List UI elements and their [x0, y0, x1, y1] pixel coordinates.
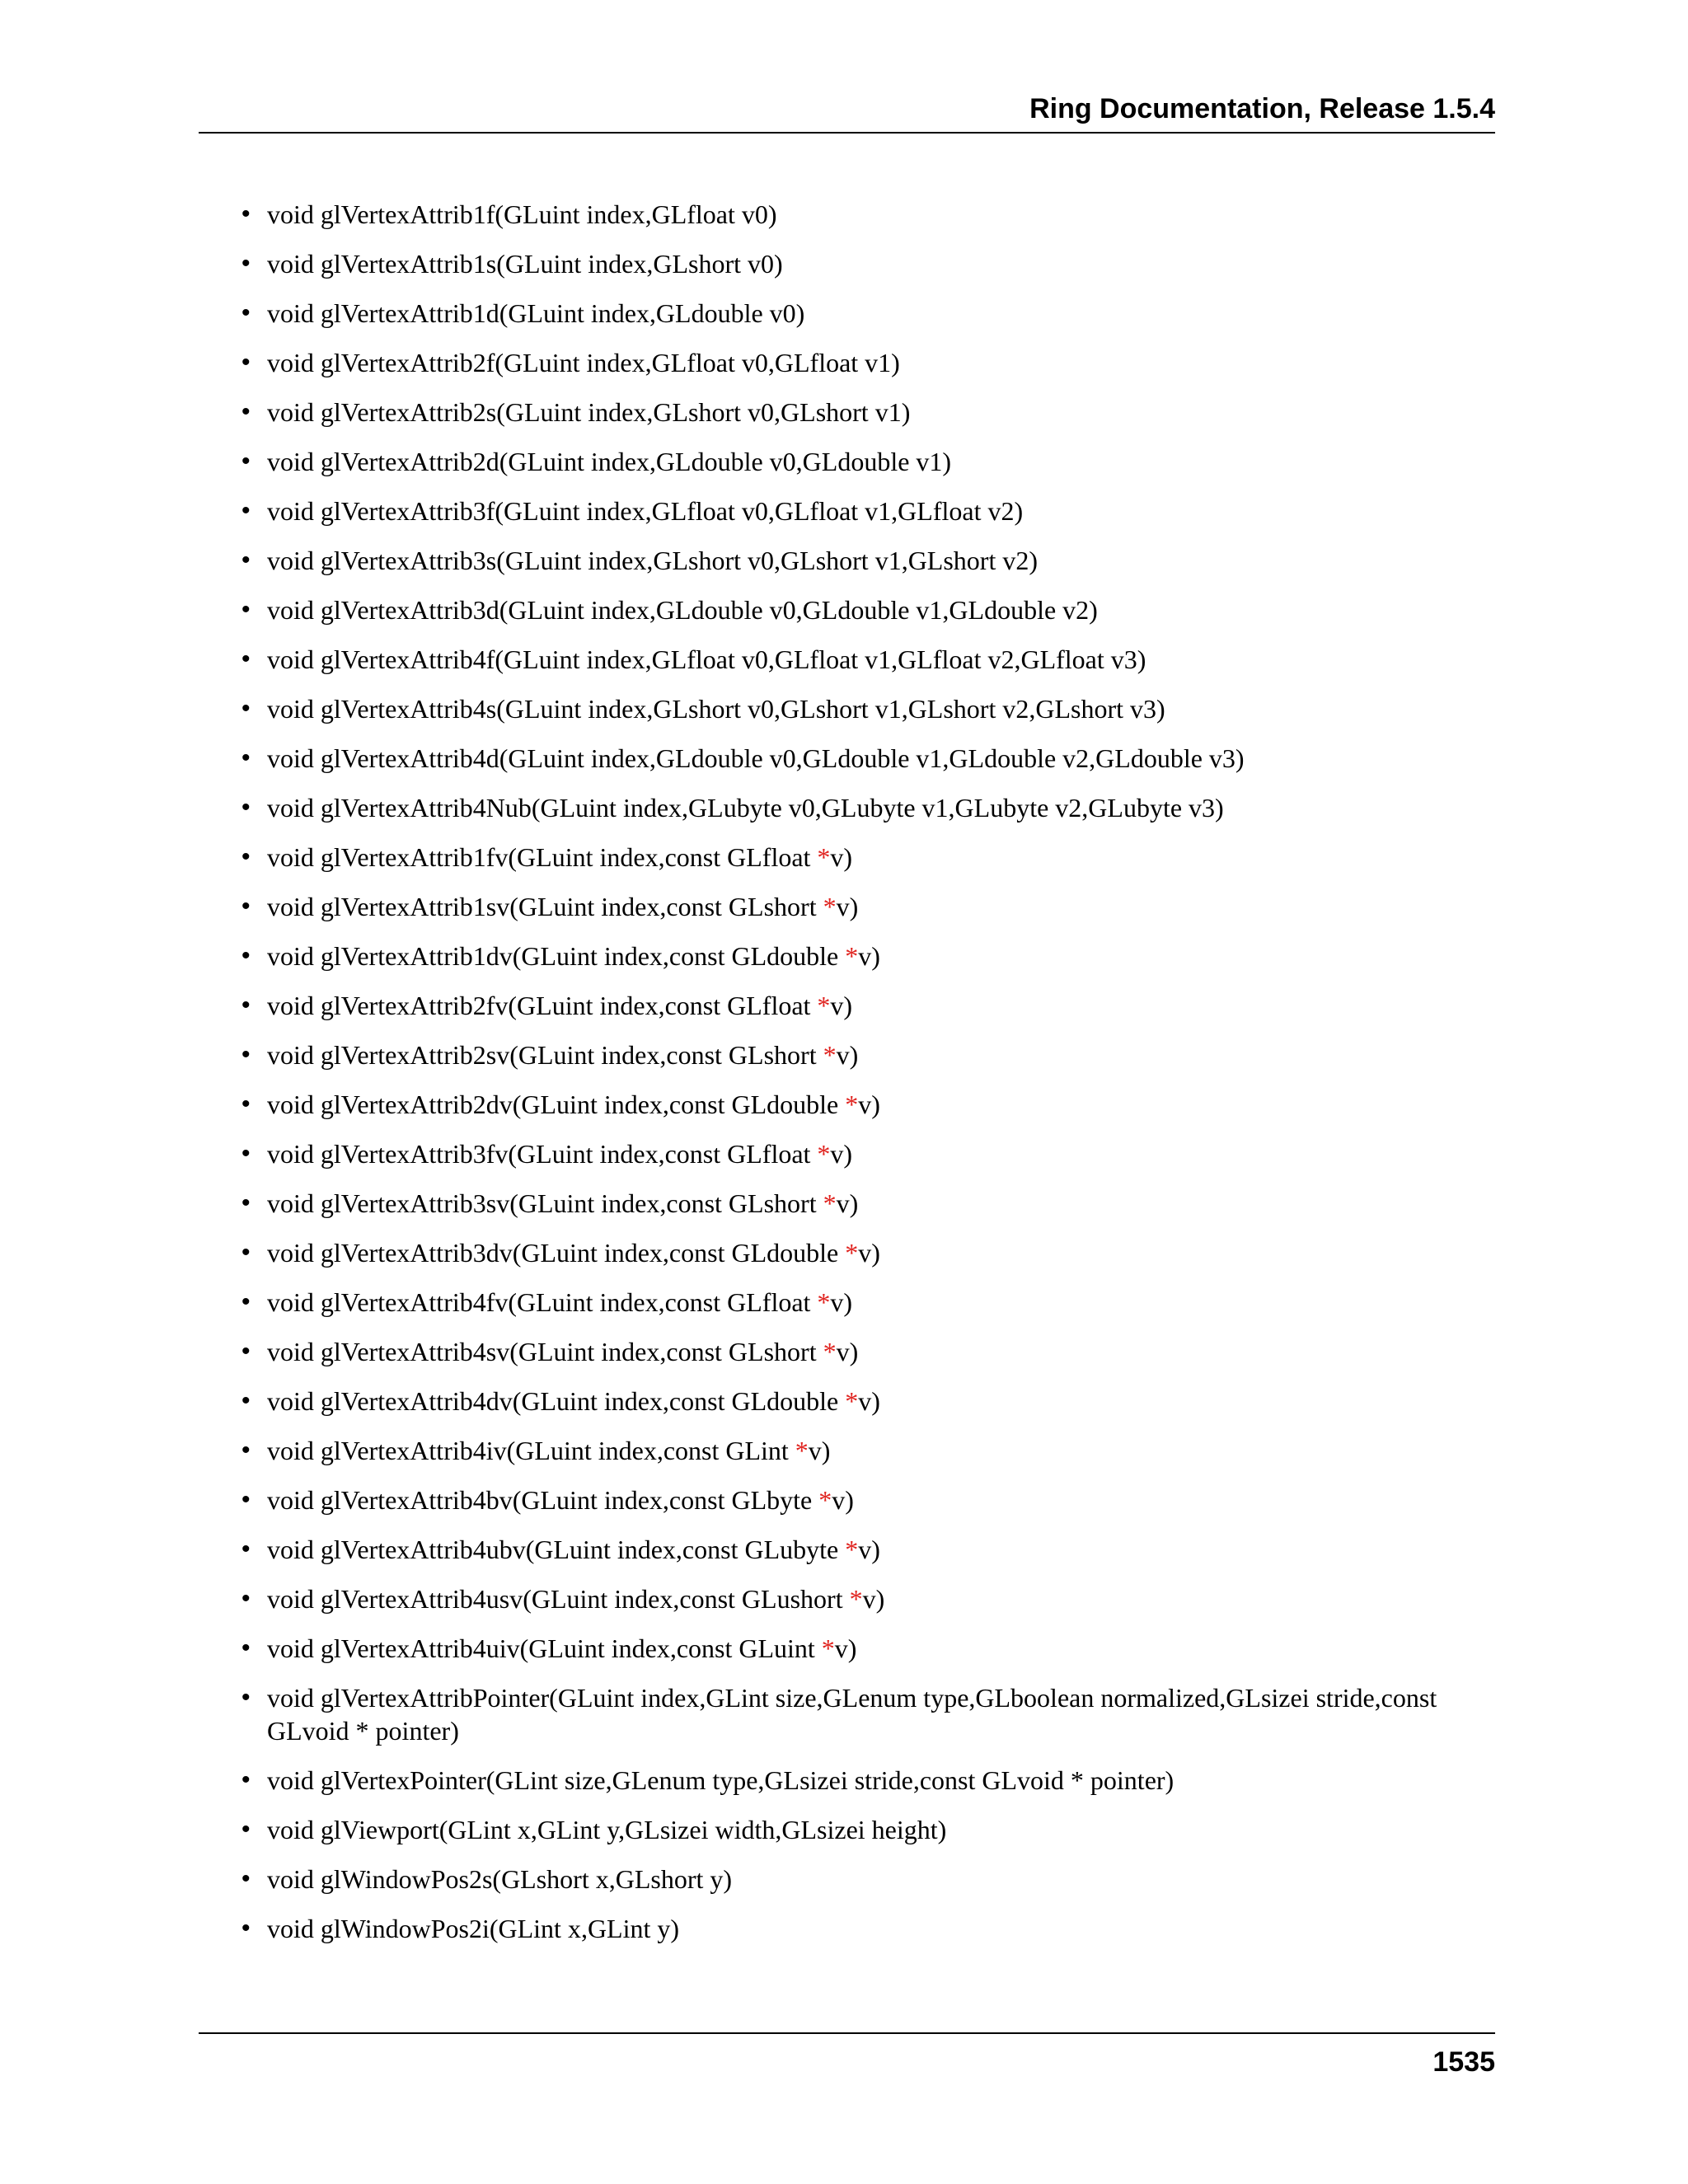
- pointer-star: *: [845, 1238, 859, 1268]
- signature-text: void glVertexAttrib4sv(GLuint index,const GLshort: [267, 1337, 823, 1366]
- list-item: • void glViewport(GLint x,GLint y,GLsizei width,GLsizei height): [199, 1813, 1495, 1846]
- pointer-star: *: [845, 1090, 859, 1119]
- list-item: • void glVertexAttrib4Nub(GLuint index,GLubyte v0,GLubyte v1,GLubyte v2,GLubyte v3): [199, 791, 1495, 824]
- signature-text: v): [858, 1535, 880, 1564]
- list-item: • void glWindowPos2i(GLint x,GLint y): [199, 1912, 1495, 1945]
- list-item: • void glVertexAttrib3s(GLuint index,GLshort v0,GLshort v1,GLshort v2): [199, 544, 1495, 577]
- pointer-star: *: [845, 1535, 859, 1564]
- list-item: • void glVertexPointer(GLint size,GLenum type,GLsizei stride,const GLvoid * pointer): [199, 1764, 1495, 1797]
- list-item: [199, 1187, 1495, 1220]
- header-title: Ring Documentation, Release 1.5.4: [1029, 93, 1495, 124]
- signature-text: v): [830, 991, 853, 1020]
- signature-text: v): [858, 941, 880, 971]
- pointer-star: *: [823, 892, 837, 921]
- signature-text: void glVertexAttrib4bv(GLuint index,const GLbyte: [267, 1485, 819, 1515]
- signature-text: void glVertexAttrib4fv(GLuint index,const GLfloat: [267, 1287, 818, 1317]
- list-item: • void glVertexAttrib3f(GLuint index,GLfloat v0,GLfloat v1,GLfloat v2): [199, 494, 1495, 527]
- list-item: • void glVertexAttrib2f(GLuint index,GLfloat v0,GLfloat v1): [199, 346, 1495, 379]
- list-item: • void glVertexAttrib4d(GLuint index,GLdouble v0,GLdouble v1,GLdouble v2,GLdouble v3): [199, 742, 1495, 775]
- function-list: [199, 198, 1495, 1961]
- signature-text: v): [858, 1386, 880, 1416]
- signature-text: void glVertexAttrib2sv(GLuint index,const GLshort: [267, 1040, 823, 1070]
- pointer-star: *: [849, 1584, 863, 1614]
- signature-text: v): [830, 842, 853, 872]
- pointer-star: *: [817, 1139, 831, 1169]
- list-item: • void glVertexAttrib1d(GLuint index,GLdouble v0): [199, 297, 1495, 330]
- signature-text: void glVertexAttrib1fv(GLuint index,const GLfloat: [267, 842, 818, 872]
- pointer-star: *: [817, 991, 831, 1020]
- signature-text: void glVertexAttrib4iv(GLuint index,const GLint: [267, 1436, 795, 1465]
- list-item: • void glWindowPos2s(GLshort x,GLshort y): [199, 1863, 1495, 1896]
- signature-text: v): [836, 1188, 859, 1218]
- list-item: • void glVertexAttrib1s(GLuint index,GLshort v0): [199, 247, 1495, 280]
- signature-text: void glVertexAttrib4ubv(GLuint index,const GLubyte: [267, 1535, 846, 1564]
- list-item: • void glVertexAttrib4f(GLuint index,GLfloat v0,GLfloat v1,GLfloat v2,GLfloat v3): [199, 643, 1495, 676]
- list-item: [199, 890, 1495, 923]
- signature-text: void glVertexAttrib3dv(GLuint index,const GLdouble: [267, 1238, 846, 1268]
- page-header: [199, 92, 1495, 134]
- signature-text: v): [858, 1090, 880, 1119]
- pointer-star: *: [817, 842, 831, 872]
- list-item: [199, 1335, 1495, 1368]
- pointer-star: *: [823, 1337, 837, 1366]
- signature-text: v): [836, 1337, 859, 1366]
- list-item: [199, 841, 1495, 874]
- signature-text: void glVertexAttrib4dv(GLuint index,const GLdouble: [267, 1386, 846, 1416]
- list-item: [199, 1483, 1495, 1516]
- list-item: [199, 1137, 1495, 1170]
- list-item: • void glVertexAttrib2d(GLuint index,GLdouble v0,GLdouble v1): [199, 445, 1495, 478]
- pointer-star: *: [845, 941, 859, 971]
- signature-text: v): [832, 1485, 854, 1515]
- signature-text: v): [808, 1436, 831, 1465]
- list-item: [199, 1434, 1495, 1467]
- list-item: [199, 1632, 1495, 1665]
- signature-text: void glVertexAttrib1sv(GLuint index,const GLshort: [267, 892, 823, 921]
- list-item: [199, 940, 1495, 972]
- list-item: [199, 1088, 1495, 1121]
- signature-text: void glVertexAttrib1dv(GLuint index,const GLdouble: [267, 941, 846, 971]
- signature-text: void glVertexAttrib4uiv(GLuint index,const GLuint: [267, 1633, 822, 1663]
- page-footer: [199, 2032, 1495, 2078]
- pointer-star: *: [818, 1485, 832, 1515]
- signature-text: void glVertexAttrib3fv(GLuint index,const GLfloat: [267, 1139, 818, 1169]
- page-number: 1535: [1432, 2046, 1495, 2078]
- pointer-star: *: [823, 1040, 837, 1070]
- list-item: [199, 1385, 1495, 1418]
- list-item: [199, 1533, 1495, 1566]
- pointer-star: *: [823, 1188, 837, 1218]
- pointer-star: *: [845, 1386, 859, 1416]
- signature-text: v): [862, 1584, 885, 1614]
- signature-text: void glVertexAttrib4usv(GLuint index,const GLushort: [267, 1584, 850, 1614]
- list-item: • void glVertexAttrib4s(GLuint index,GLshort v0,GLshort v1,GLshort v2,GLshort v3): [199, 692, 1495, 725]
- signature-text: void glVertexAttrib2fv(GLuint index,const GLfloat: [267, 991, 818, 1020]
- list-item: [199, 1038, 1495, 1071]
- signature-text: v): [834, 1633, 857, 1663]
- list-item: [199, 1286, 1495, 1319]
- signature-text: v): [830, 1139, 853, 1169]
- signature-text: v): [836, 892, 859, 921]
- list-item: [199, 1236, 1495, 1269]
- list-item: • void glVertexAttrib1f(GLuint index,GLfloat v0): [199, 198, 1495, 231]
- signature-text: v): [830, 1287, 853, 1317]
- signature-text: void glVertexAttrib2dv(GLuint index,const GLdouble: [267, 1090, 846, 1119]
- pointer-star: *: [795, 1436, 809, 1465]
- pointer-star: *: [817, 1287, 831, 1317]
- list-item: • void glVertexAttrib3d(GLuint index,GLdouble v0,GLdouble v1,GLdouble v2): [199, 593, 1495, 626]
- signature-text: v): [836, 1040, 859, 1070]
- list-item: • void glVertexAttrib2s(GLuint index,GLshort v0,GLshort v1): [199, 396, 1495, 429]
- list-item: [199, 989, 1495, 1022]
- list-item: [199, 1582, 1495, 1615]
- signature-text: v): [858, 1238, 880, 1268]
- pointer-star: *: [821, 1633, 835, 1663]
- list-item: • void glVertexAttribPointer(GLuint index,GLint size,GLenum type,GLboolean normalized,GLsizei stride,const GLvoid * pointer): [199, 1681, 1495, 1747]
- signature-text: void glVertexAttrib3sv(GLuint index,const GLshort: [267, 1188, 823, 1218]
